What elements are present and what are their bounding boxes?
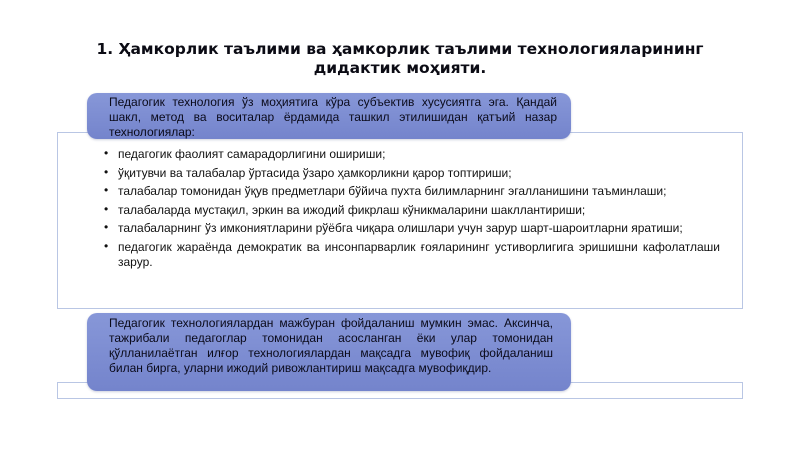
list-item: • педагогик фаолият самарадорлигини ошириши; xyxy=(104,147,720,163)
intro-callout: Педагогик технология ўз моҳиятига кўра субъектив хусусиятга эга. Қандай шакл, метод ва воситалар ёрдамида ташкил этилишидан қатъий назар технологиялар: xyxy=(87,93,571,139)
list-item: • ўқитувчи ва талабалар ўртасида ўзаро ҳамкорликни қарор топтириши; xyxy=(104,166,720,182)
list-item: • педагогик жараёнда демократик ва инсонпарварлик ғояларининг устиворлигига эришишни кафолатлаши зарур. xyxy=(104,240,720,271)
list-item: • талабаларнинг ўз имкониятларини рўёбга чиқара олишлари учун зарур шарт-шароитларни яратиши; xyxy=(104,221,720,237)
conclusion-callout: Педагогик технологиялардан мажбуран фойдаланиш мумкин эмас. Аксинча, тажрибали педагоглар томонидан асосланган ёки улар томонидан қўлланилаётган илғор технологиялардан мақсадга мувофиқ фойдаланиш билан бирга, уларни ижодий ривожлантириш мақсадга мувофиқдир. xyxy=(87,313,571,391)
list-item: • талабалар томонидан ўқув предметлари бўйича пухта билимларнинг эгалланишини таъминлаши; xyxy=(104,184,720,200)
slide-title: 1. Ҳамкорлик таълими ва ҳамкорлик таълими технологияларининг дидактик моҳияти. xyxy=(96,40,704,77)
bullet-list xyxy=(104,147,720,274)
list-item: • талабаларда мустақил, эркин ва ижодий фикрлаш кўникмаларини шакллантириши; xyxy=(104,203,720,219)
